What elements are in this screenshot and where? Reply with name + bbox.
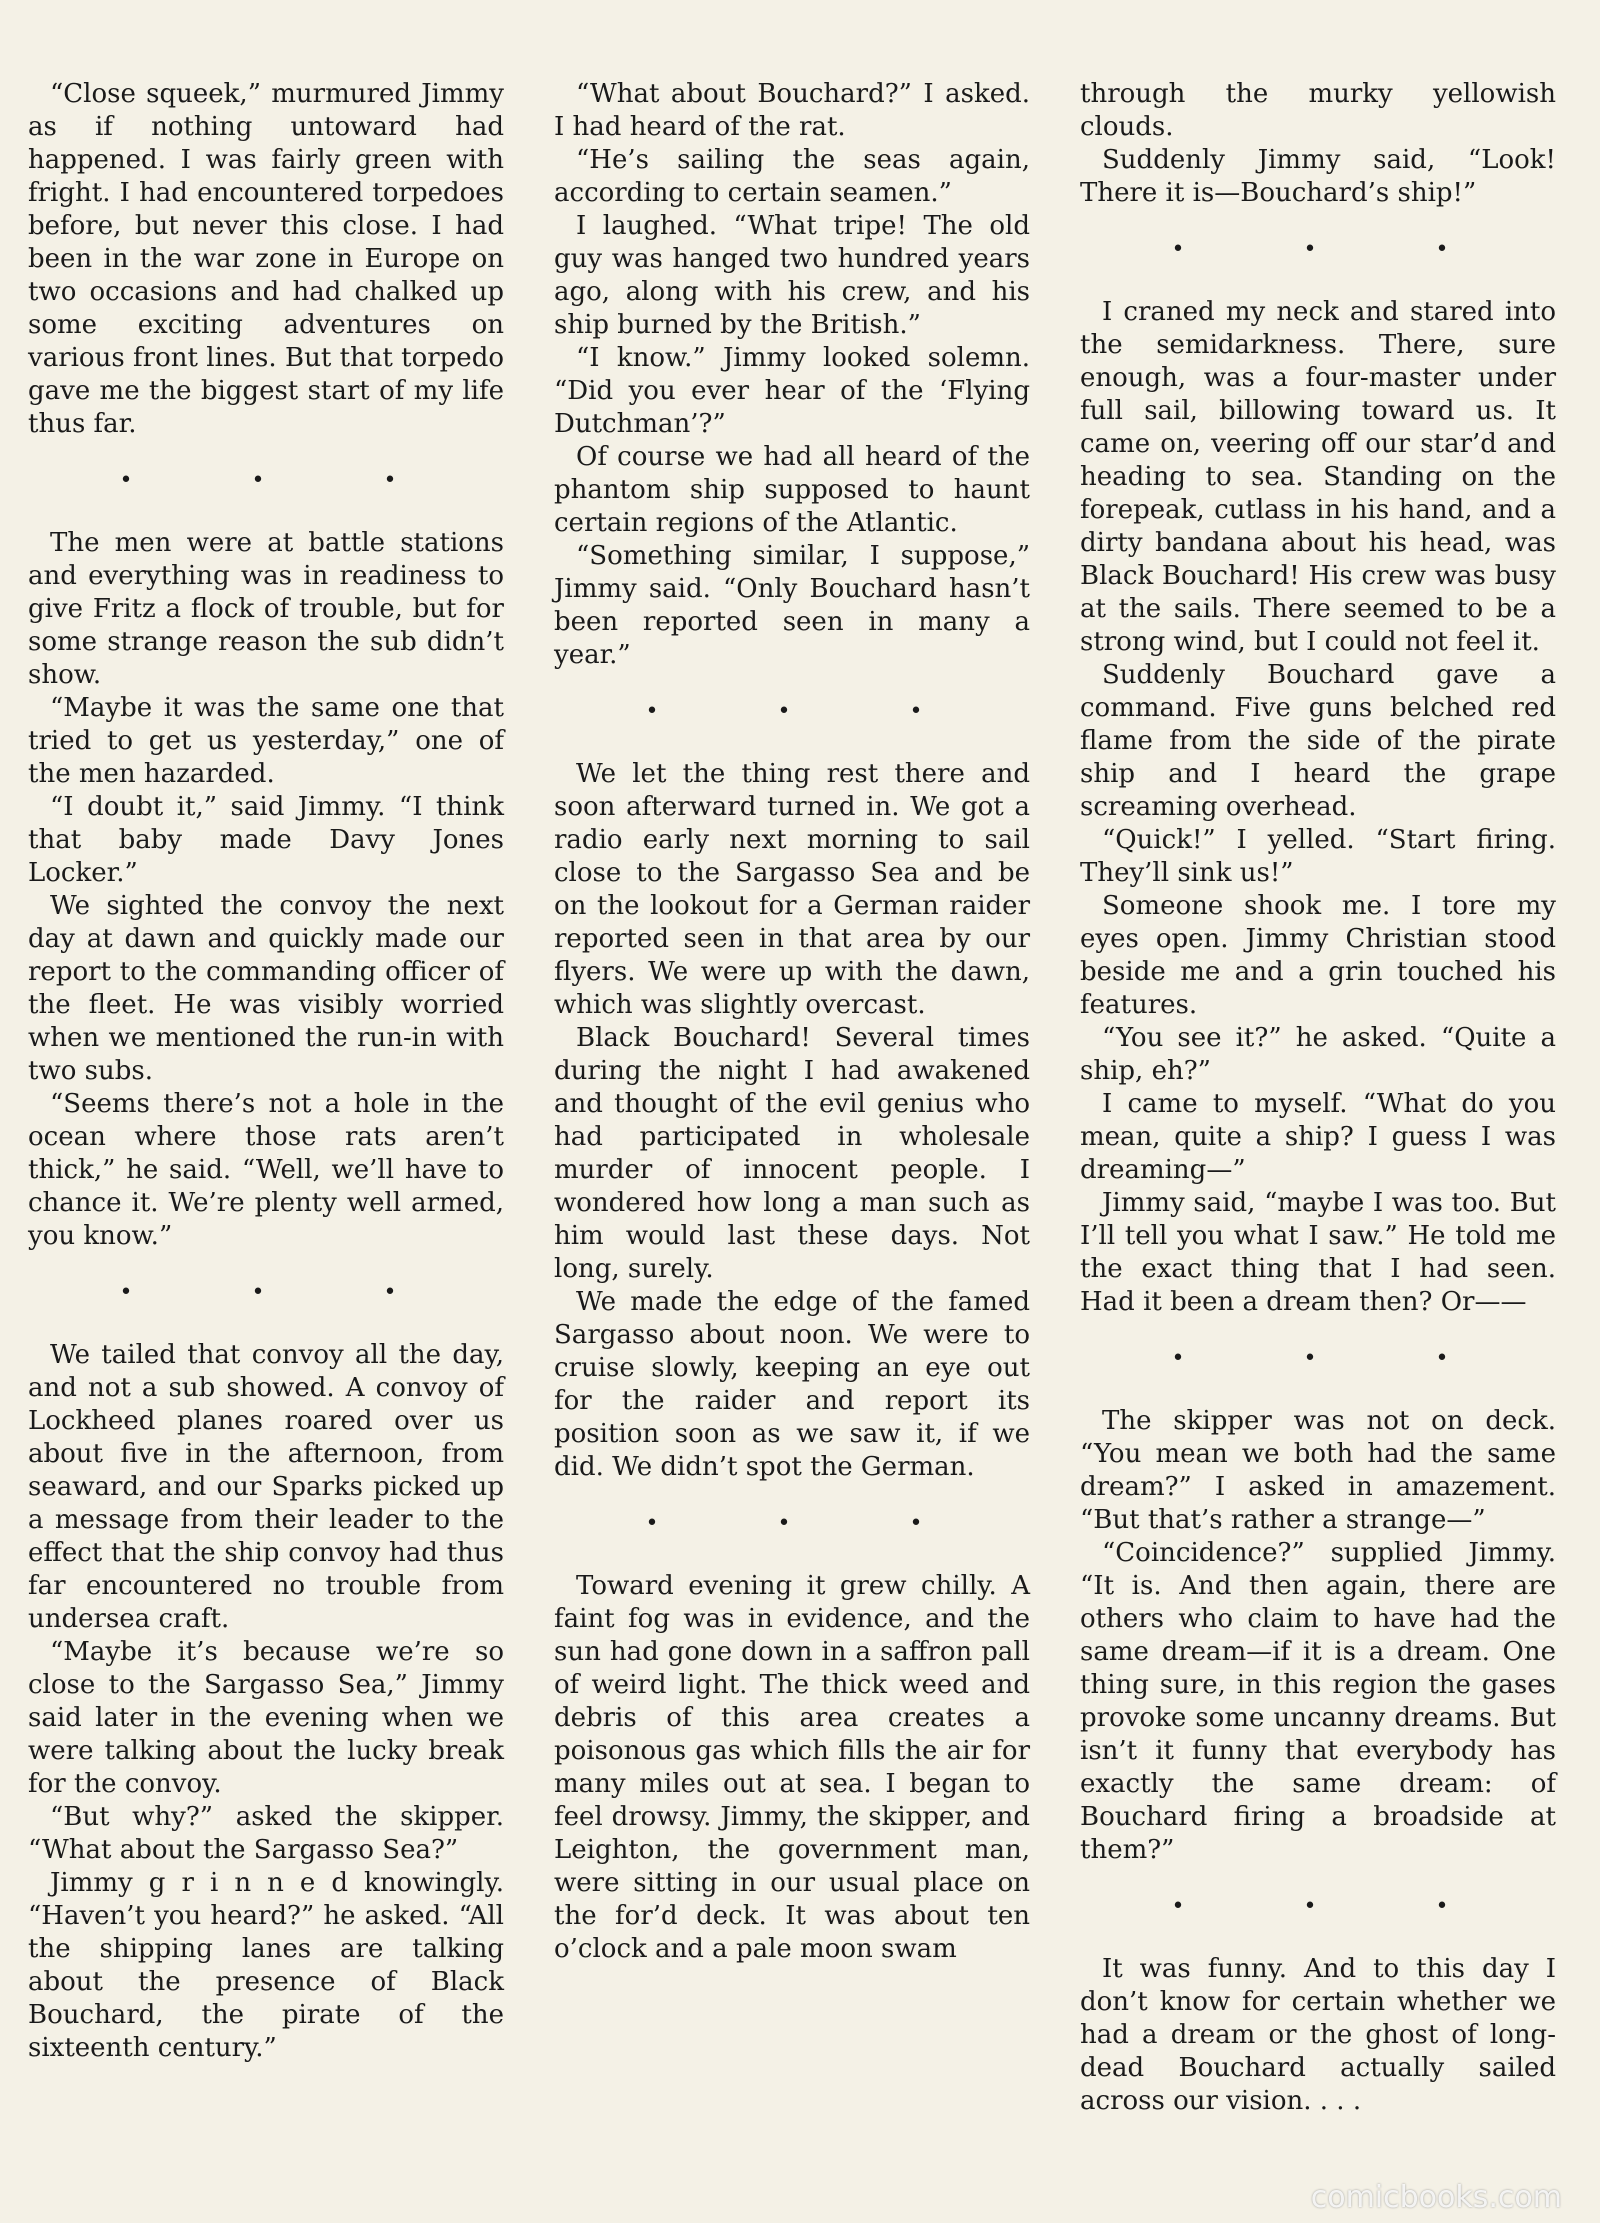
paragraph: Of course we had all heard of the phantom ship supposed to haunt certain regions of the Atlantic. (554, 442, 1030, 538)
paragraph: “What about Bouchard?” I asked. I had heard of the rat. (554, 79, 1030, 142)
column-2 (554, 78, 1030, 2223)
paragraph: We tailed that convoy all the day, and not a sub showed. A convoy of Lockheed planes roared over us about five in the afternoon, from seaward, and our Sparks picked up a message from their leader to the effect that the ship convoy had thus far encountered no trouble from undersea craft. (28, 1340, 504, 1634)
section-separator: • • • (1171, 1346, 1505, 1371)
paragraph: Suddenly Jimmy said, “Look! There it is—Bouchard’s ship!” (1080, 145, 1556, 208)
paragraph: Toward evening it grew chilly. A faint fog was in evidence, and the sun had gone down in a saffron pall of weird light. The thick weed and debris of this area creates a poisonous gas which fills the air for many miles out at sea. I began to feel drowsy. Jimmy, the skipper, and Leighton, the government man, were sitting in our usual place on the for’d deck. It was about ten o’clock and a pale moon swam (554, 1571, 1030, 1964)
paragraph: The skipper was not on deck. “You mean we both had the same dream?” I asked in amazement. “But that’s rather a strange—” (1080, 1406, 1556, 1535)
paragraph: “Close squeek,” murmured Jimmy as if nothing untoward had happened. I was fairly green with fright. I had encountered torpedoes before, but never this close. I had been in the war zone in Europe on two occasions and had chalked up some exciting adventures on various front lines. But that torpedo gave me the biggest start of my life thus far. (28, 79, 504, 439)
paragraph: We let the thing rest there and soon afterward turned in. We got a radio early next morning to sail close to the Sargasso Sea and be on the lookout for a German raider reported seen in that area by our flyers. We were up with the dawn, which was slightly overcast. (554, 759, 1030, 1020)
paragraph: I came to myself. “What do you mean, quite a ship? I guess I was dreaming—” (1080, 1089, 1556, 1185)
column-3 (1080, 78, 1556, 2223)
paragraph: We made the edge of the famed Sargasso about noon. We were to cruise slowly, keeping an eye out for the raider and report its position soon as we saw it, if we did. We didn’t spot the German. (554, 1287, 1030, 1482)
paragraph: Jimmy g r i n n e d knowingly. “Haven’t you heard?” he asked. “All the shipping lanes are talking about the presence of Black Bouchard, the pirate of the sixteenth century.” (28, 1868, 504, 2063)
paragraph: “I doubt it,” said Jimmy. “I think that baby made Davy Jones Locker.” (28, 792, 504, 888)
paragraph: I craned my neck and stared into the semidarkness. There, sure enough, was a four-master under full sail, billowing toward us. It came on, veering off our star’d and heading to sea. Standing on the forepeak, cutlass in his hand, and a dirty bandana about his head, was Black Bouchard! His crew was busy at the sails. There seemed to be a strong wind, but I could not feel it. (1080, 297, 1556, 657)
paragraph: It was funny. And to this day I don’t know for certain whether we had a dream or the ghost of long-dead Bouchard actually sailed across our vision. . . . (1080, 1954, 1556, 2116)
column-1 (28, 78, 504, 2223)
paragraph: “Seems there’s not a hole in the ocean where those rats aren’t thick,” he said. “Well, we’ll have to chance it. We’re plenty well armed, you know.” (28, 1089, 504, 1251)
paragraph: “I know.” Jimmy looked solemn. “Did you ever hear of the ‘Flying Dutchman’?” (554, 343, 1030, 439)
paragraph: “Coincidence?” supplied Jimmy. “It is. And then again, there are others who claim to have had the same dream—if it is a dream. One thing sure, in this region the gases provoke some uncanny dreams. But isn’t it funny that everybody has exactly the same dream: of Bouchard firing a broadside at them?” (1080, 1538, 1556, 1865)
paragraph: Suddenly Bouchard gave a command. Five guns belched red flame from the side of the pirate ship and I heard the grape screaming overhead. (1080, 660, 1556, 822)
paragraph: Jimmy said, “maybe I was too. But I’ll tell you what I saw.” He told me the exact thing that I had seen. Had it been a dream then? Or—— (1080, 1188, 1556, 1317)
paragraph: Someone shook me. I tore my eyes open. Jimmy Christian stood beside me and a grin touched his features. (1080, 891, 1556, 1020)
section-separator: • • • (119, 468, 453, 493)
section-separator: • • • (645, 1511, 979, 1536)
paragraph: “Something similar, I suppose,” Jimmy said. “Only Bouchard hasn’t been reported seen in many a year.” (554, 541, 1030, 670)
paragraph: “He’s sailing the seas again, according to certain seamen.” (554, 145, 1030, 208)
paragraph: Black Bouchard! Several times during the night I had awakened and thought of the evil genius who had participated in wholesale murder of innocent people. I wondered how long a man such as him would last these days. Not long, surely. (554, 1023, 1030, 1284)
paragraph: “Quick!” I yelled. “Start firing. They’ll sink us!” (1080, 825, 1556, 888)
paragraph: “Maybe it’s because we’re so close to the Sargasso Sea,” Jimmy said later in the evening when we were talking about the lucky break for the convoy. (28, 1637, 504, 1799)
paragraph: through the murky yellowish clouds. (1080, 79, 1556, 142)
site-watermark: comicbooks.com (1310, 2180, 1562, 2215)
section-separator: • • • (119, 1280, 453, 1305)
section-separator: • • • (1171, 237, 1505, 262)
paragraph: “But why?” asked the skipper. “What about the Sargasso Sea?” (28, 1802, 504, 1865)
paragraph: “Maybe it was the same one that tried to get us yesterday,” one of the men hazarded. (28, 693, 504, 789)
section-separator: • • • (645, 699, 979, 724)
section-separator: • • • (1171, 1894, 1505, 1919)
paragraph: The men were at battle stations and everything was in readiness to give Fritz a flock of trouble, but for some strange reason the sub didn’t show. (28, 528, 504, 690)
paragraph: “You see it?” he asked. “Quite a ship, eh?” (1080, 1023, 1556, 1086)
paragraph: We sighted the convoy the next day at dawn and quickly made our report to the commanding officer of the fleet. He was visibly worried when we mentioned the run-in with two subs. (28, 891, 504, 1086)
paragraph: I laughed. “What tripe! The old guy was hanged two hundred years ago, along with his crew, and his ship burned by the British.” (554, 211, 1030, 340)
